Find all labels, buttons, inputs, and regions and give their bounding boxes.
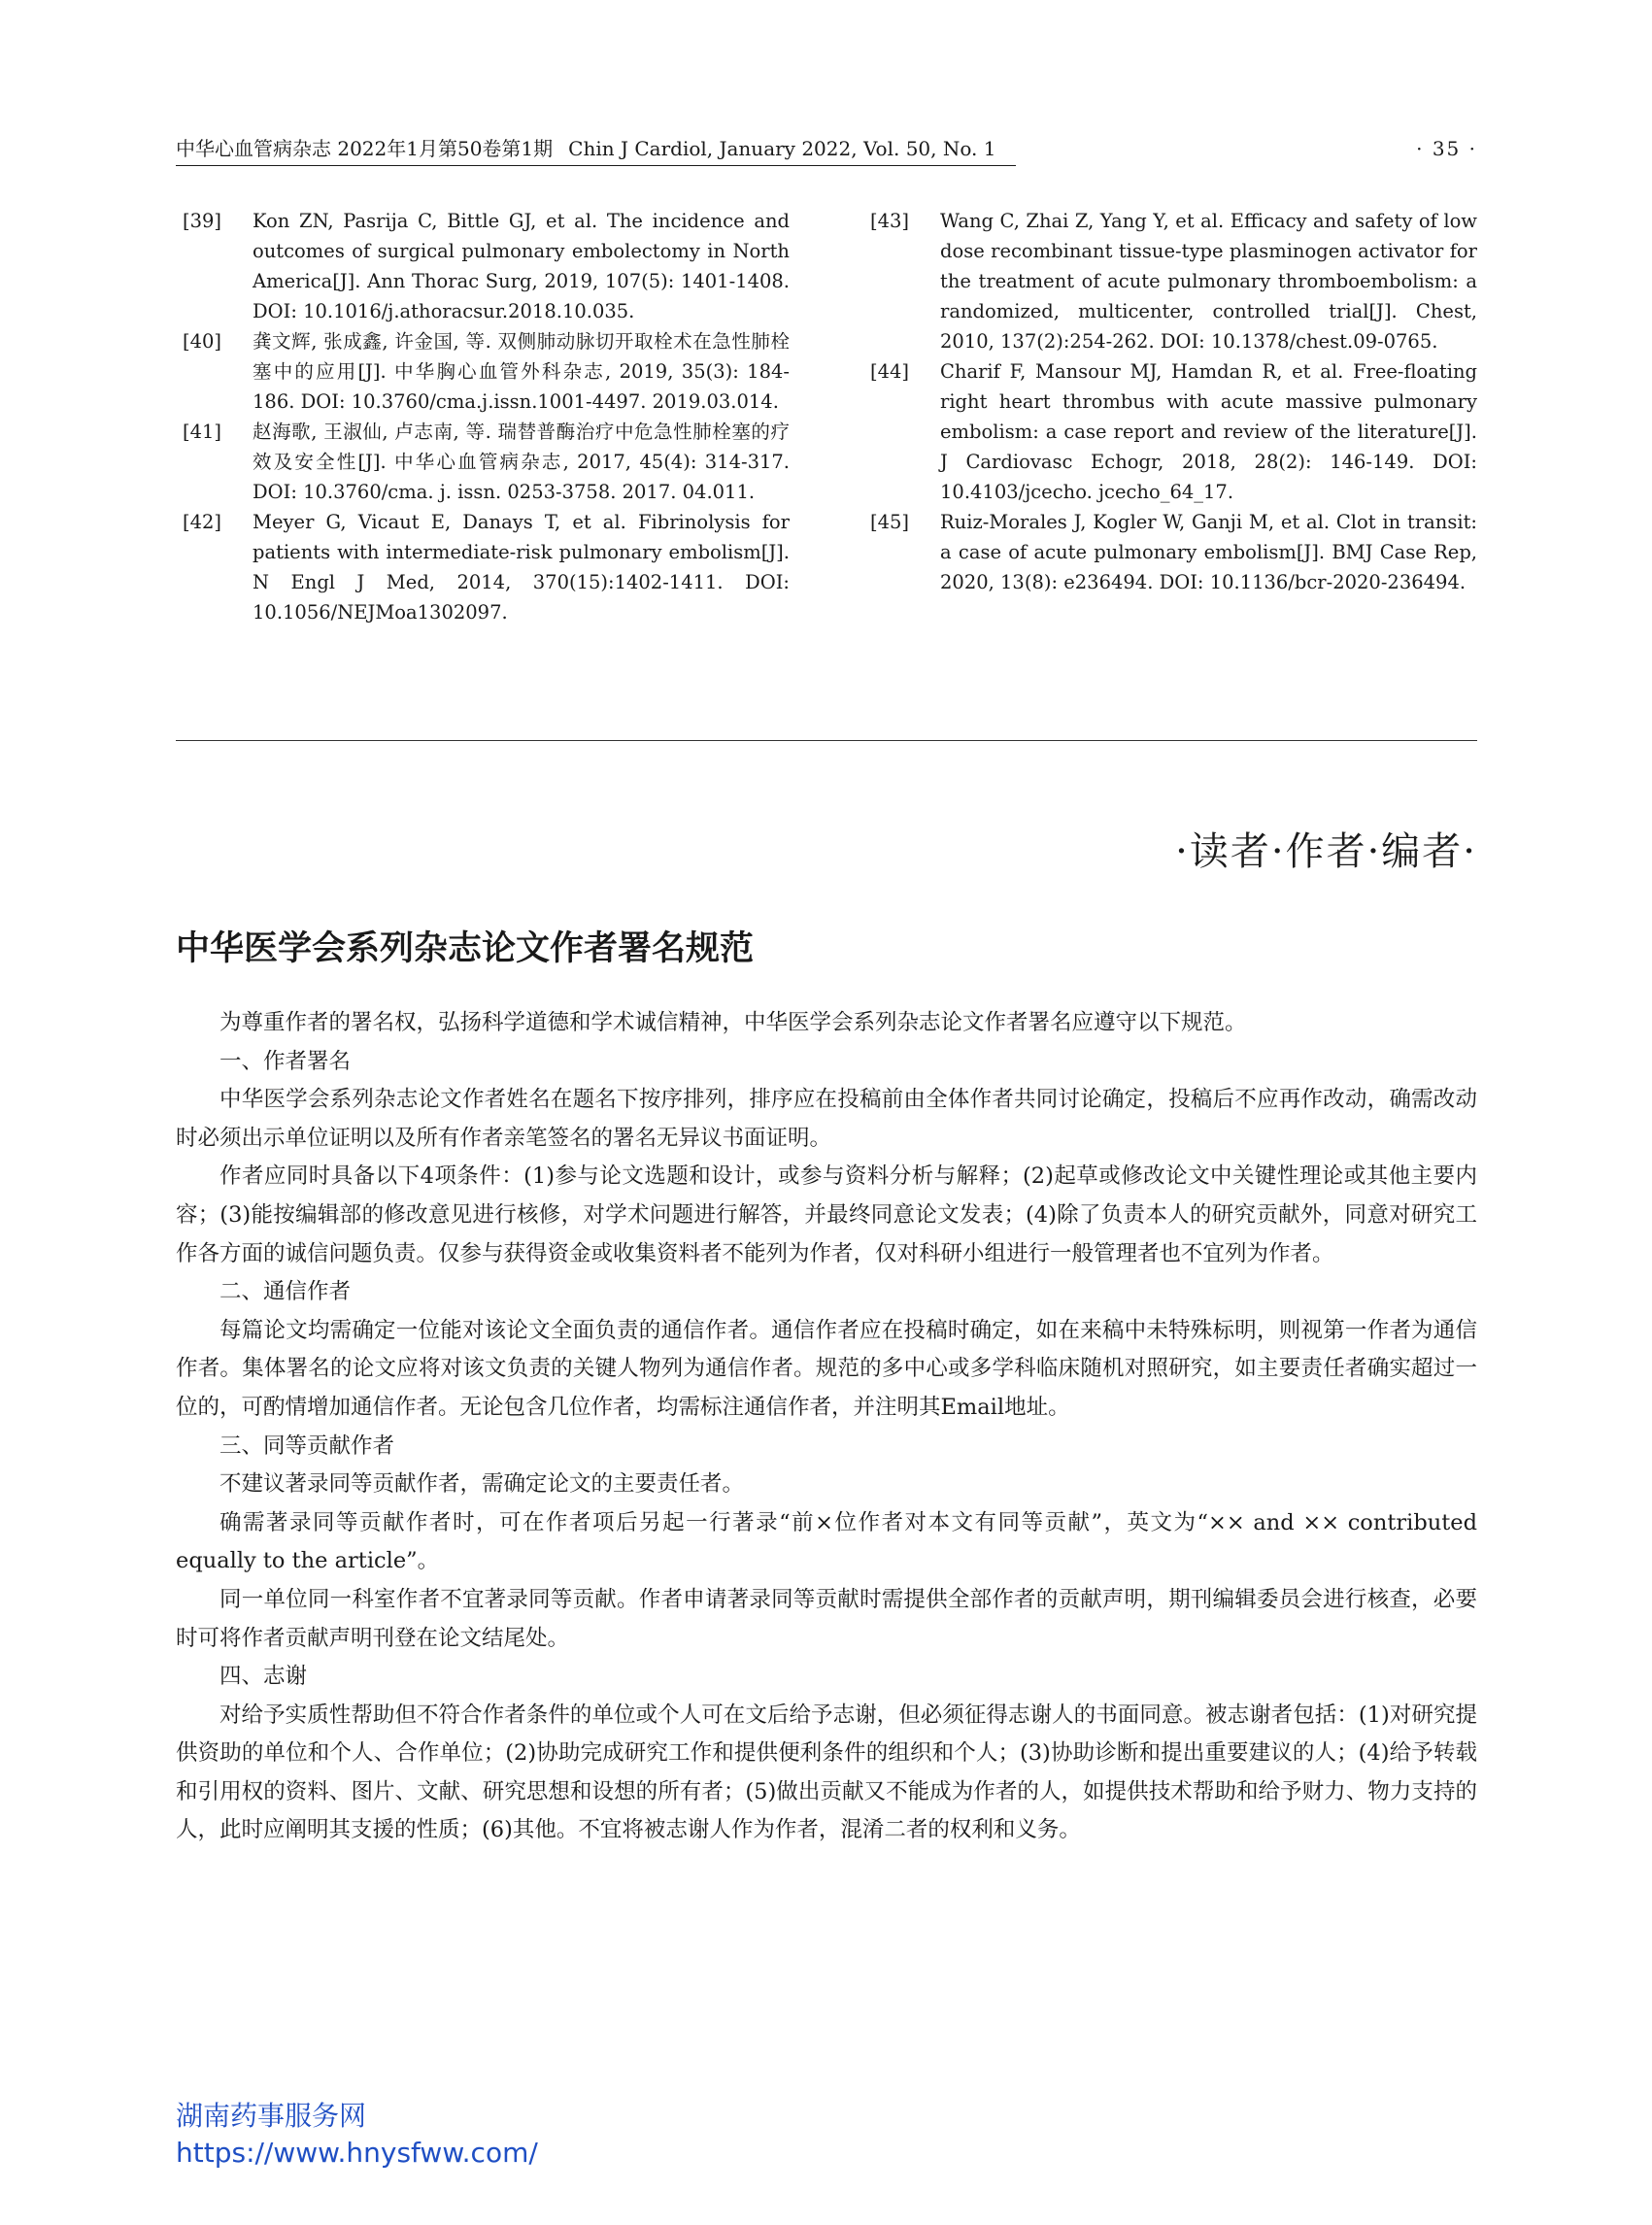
- journal-citation: [176, 132, 1016, 166]
- article-title: 中华医学会系列杂志论文作者署名规范: [176, 929, 755, 968]
- body-paragraph: 作者应同时具备以下4项条件：(1)参与论文选题和设计，或参与资料分析与解释；(2)起草或修改论文中关键性理论或其他主要内容；(3)能按编辑部的修改意见进行核修，对学术问题进行解答，并最终同意论文发表；(4)除了负责本人的研究贡献外，同意对研究工作各方面的诚信问题负责。仅参与获得资金或收集资料者不能列为作者，仅对科研小组进行一般管理者也不宜列为作者。: [176, 1163, 1477, 1266]
- body-paragraph: 每篇论文均需确定一位能对该论文全面负责的通信作者。通信作者应在投稿时确定，如在来稿中未特殊标明，则视第一作者为通信作者。集体署名的论文应将对该文负责的关键人物列为通信作者。规范的多中心或多学科临床随机对照研究，如主要责任者确实超过一位的，可酌情增加通信作者。无论包含几位作者，均需标注通信作者，并注明其Email地址。: [176, 1317, 1477, 1420]
- section-divider: [176, 740, 1477, 741]
- reference-number: [45]: [870, 511, 910, 533]
- journal-name-en: Chin J Cardiol, January 2022, Vol. 50, No. 1: [568, 137, 996, 160]
- reference-number: [44]: [870, 360, 910, 383]
- body-paragraph: 不建议著录同等贡献作者，需确定论文的主要责任者。: [219, 1471, 745, 1498]
- section-heading: 四、志谢: [219, 1664, 308, 1690]
- reference-item: [870, 206, 1477, 356]
- reference-number: [40]: [183, 330, 222, 353]
- journal-name-cn: 中华心血管病杂志 2022年1月第50卷第1期: [176, 137, 554, 160]
- reference-item: [870, 356, 1477, 507]
- body-paragraph: 同一单位同一科室作者不宜著录同等贡献。作者申请著录同等贡献时需提供全部作者的贡献声明，期刊编辑委员会进行核查，必要时可将作者贡献声明刊登在论文结尾处。: [176, 1586, 1477, 1651]
- watermark-url[interactable]: https://www.hnysfww.com/: [176, 2137, 538, 2169]
- intro-paragraph: 为尊重作者的署名权，弘扬科学道德和学术诚信精神，中华医学会系列杂志论文作者署名应遵守以下规范。: [219, 1010, 1247, 1035]
- reference-item: [183, 417, 790, 507]
- body-paragraph: 确需著录同等贡献作者时，可在作者项后另起一行著录“前×位作者对本文有同等贡献”，英文为“×× and ×× contributed equally to the article”。: [176, 1509, 1477, 1574]
- article-body: [176, 1004, 1477, 1850]
- reference-text: Meyer G, Vicaut E, Danays T, et al. Fibrinolysis for patients with intermediate-risk pulmonary embolism[J]. N Engl J Med, 2014, 370(15):1402-1411. DOI: 10.1056/NEJMoa1302097.: [253, 511, 790, 624]
- reference-text: 赵海歌, 王淑仙, 卢志南, 等. 瑞替普酶治疗中危急性肺栓塞的疗效及安全性[J]. 中华心血管病杂志, 2017, 45(4): 314-317. DOI: 10.3760/cma. j. issn. 0253-3758. 2017. 04.011.: [253, 421, 790, 503]
- reference-text: Wang C, Zhai Z, Yang Y, et al. Efficacy and safety of low dose recombinant tissue-type plasminogen activator for the treatment of acute pulmonary thromboembolism: a randomized, multicenter, controlled trial[J]. Chest, 2010, 137(2):254-262. DOI: 10.1378/chest.09-0765.: [940, 210, 1477, 353]
- reference-item: [870, 507, 1477, 597]
- reference-text: Charif F, Mansour MJ, Hamdan R, et al. Free-floating right heart thrombus with acute massive pulmonary embolism: a case report and review of the literature[J]. J Cardiovasc Echogr, 2018, 28(2): 146-149. DOI: 10.4103/jcecho. jcecho_64_17.: [940, 360, 1477, 503]
- column-tag: ·读者·作者·编者·: [1175, 829, 1477, 874]
- running-header: [176, 132, 1477, 165]
- reference-number: [41]: [183, 421, 222, 443]
- body-paragraph: 中华医学会系列杂志论文作者姓名在题名下按序排列，排序应在投稿前由全体作者共同讨论确定，投稿后不应再作改动，确需改动时必须出示单位证明以及所有作者亲笔签名的署名无异议书面证明。: [176, 1087, 1477, 1151]
- reference-number: [43]: [870, 210, 910, 232]
- body-paragraph: 对给予实质性帮助但不符合作者条件的单位或个人可在文后给予志谢，但必须征得志谢人的书面同意。被志谢者包括：(1)对研究提供资助的单位和个人、合作单位；(2)协助完成研究工作和提供便利条件的组织和个人；(3)协助诊断和提出重要建议的人；(4)给予转载和引用权的资料、图片、文献、研究思想和设想的所有者；(5)做出贡献又不能成为作者的人，如提供技术帮助和给予财力、物力支持的人，此时应阐明其支援的性质；(6)其他。不宜将被志谢人作为作者，混淆二者的权利和义务。: [176, 1702, 1477, 1843]
- reference-number: [39]: [183, 210, 222, 232]
- references-left-column: [183, 206, 790, 627]
- reference-item: [183, 206, 790, 326]
- section-heading: 一、作者署名: [219, 1048, 352, 1074]
- watermark-site-name: 湖南药事服务网: [176, 2100, 367, 2132]
- reference-item: [183, 326, 790, 417]
- reference-text: 龚文辉, 张成鑫, 许金国, 等. 双侧肺动脉切开取栓术在急性肺栓塞中的应用[J]. 中华胸心血管外科杂志, 2019, 35(3): 184-186. DOI: 10.3760/cma.j.issn.1001-4497. 2019.03.014.: [253, 330, 790, 413]
- site-watermark: [176, 2098, 538, 2172]
- reference-number: [42]: [183, 511, 222, 533]
- reference-item: [183, 507, 790, 627]
- reference-text: Ruiz-Morales J, Kogler W, Ganji M, et al. Clot in transit: a case of acute pulmonary embolism[J]. BMJ Case Rep, 2020, 13(8): e236494. DOI: 10.1136/bcr-2020-236494.: [940, 511, 1477, 593]
- section-heading: 三、同等贡献作者: [219, 1433, 395, 1459]
- page-number: · 35 ·: [1416, 137, 1477, 160]
- section-heading: 二、通信作者: [219, 1279, 352, 1305]
- references-right-column: [870, 206, 1477, 597]
- reference-text: Kon ZN, Pasrija C, Bittle GJ, et al. The incidence and outcomes of surgical pulmonary embolectomy in North America[J]. Ann Thorac Surg, 2019, 107(5): 1401-1408. DOI: 10.1016/j.athoracsur.2018.10.035.: [253, 210, 790, 322]
